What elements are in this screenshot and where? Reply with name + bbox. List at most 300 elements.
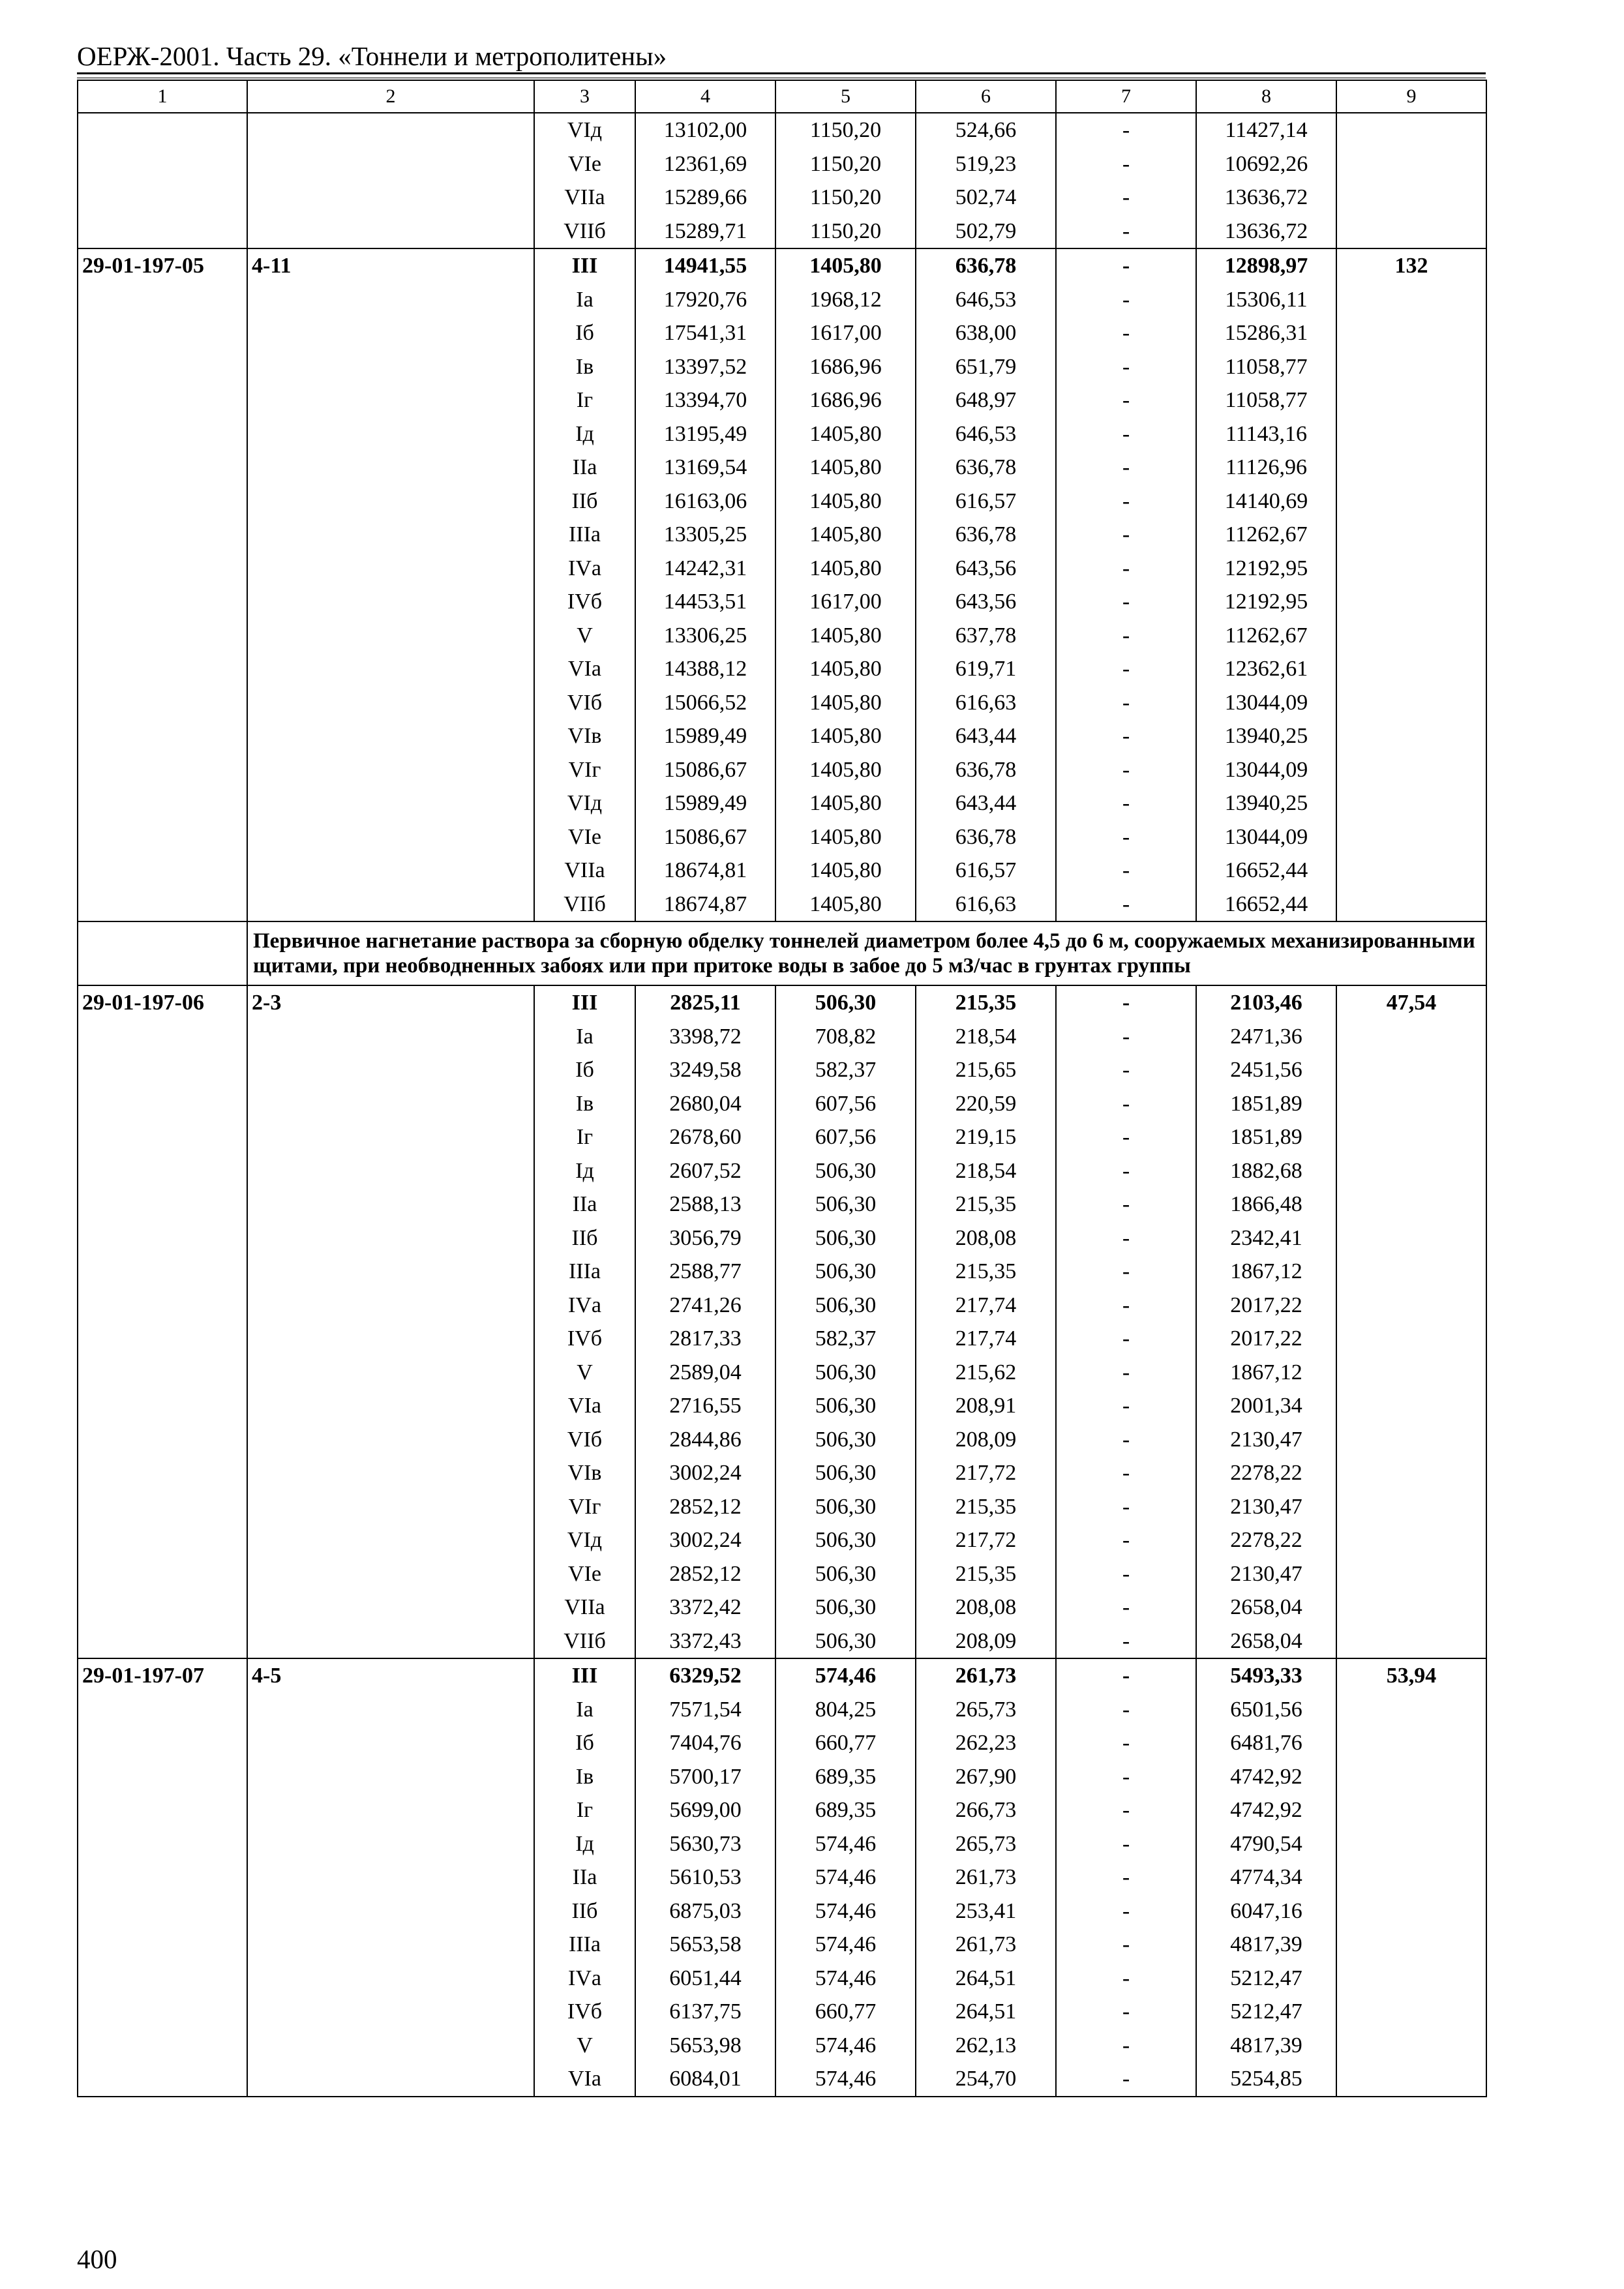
value-cell: -: [1056, 1591, 1196, 1624]
soil-group-cell: IIб: [534, 1894, 635, 1928]
value-cell: 574,46: [775, 1894, 916, 1928]
value-cell: 1686,96: [775, 350, 916, 384]
value-cell: 3249,58: [635, 1053, 775, 1087]
column-number: 4: [635, 80, 775, 113]
value-cell: 3002,24: [635, 1456, 775, 1490]
value-cell: 1405,80: [775, 417, 916, 451]
soil-group-cell: VIIб: [534, 888, 635, 922]
soil-group-cell: Iг: [534, 1120, 635, 1154]
code-cell: 29-01-197-07: [78, 1658, 247, 2097]
value-cell: 13044,09: [1196, 753, 1336, 787]
value-cell: 1405,80: [775, 619, 916, 653]
diameter-cell: 2-3: [247, 985, 534, 1658]
value-cell: -: [1056, 248, 1196, 283]
value-cell: 5212,47: [1196, 1995, 1336, 2029]
value-cell: 4817,39: [1196, 1928, 1336, 1962]
value-cell: -: [1056, 1221, 1196, 1255]
value-cell: 14242,31: [635, 552, 775, 586]
soil-group-cell: Iа: [534, 1020, 635, 1054]
value-cell: 4817,39: [1196, 2029, 1336, 2063]
value-cell: 1405,80: [775, 786, 916, 820]
value-cell: 574,46: [775, 1827, 916, 1861]
value-cell: 689,35: [775, 1760, 916, 1794]
column-number: 2: [247, 80, 534, 113]
value-cell: 5493,33: [1196, 1658, 1336, 1693]
value-cell: 15989,49: [635, 786, 775, 820]
soil-group-cell: IVа: [534, 1962, 635, 1996]
value-cell: -: [1056, 1389, 1196, 1423]
value-cell: 13044,09: [1196, 686, 1336, 720]
value-cell: 13169,54: [635, 451, 775, 485]
value-cell: 220,59: [916, 1087, 1056, 1121]
value-cell: -: [1056, 1188, 1196, 1221]
value-cell: -: [1056, 417, 1196, 451]
value-cell: 582,37: [775, 1053, 916, 1087]
value-cell: 11262,67: [1196, 518, 1336, 552]
header-rule-thick: [77, 72, 1486, 74]
value-cell: 2658,04: [1196, 1591, 1336, 1624]
value-cell: 636,78: [916, 753, 1056, 787]
value-cell: 2852,12: [635, 1557, 775, 1591]
value-cell: 5653,98: [635, 2029, 775, 2063]
value-cell: 1150,20: [775, 215, 916, 249]
value-cell: -: [1056, 1053, 1196, 1087]
value-cell: -: [1056, 1760, 1196, 1794]
code-cell: 29-01-197-05: [78, 248, 247, 921]
value-cell: -: [1056, 1423, 1196, 1457]
soil-group-cell: V: [534, 619, 635, 653]
value-cell: 1686,96: [775, 383, 916, 417]
value-cell: -: [1056, 283, 1196, 317]
value-cell: 267,90: [916, 1760, 1056, 1794]
value-cell: 616,57: [916, 854, 1056, 888]
soil-group-cell: IIIа: [534, 1255, 635, 1289]
soil-group-cell: Iд: [534, 417, 635, 451]
value-cell: 261,73: [916, 1658, 1056, 1693]
value-cell: -: [1056, 1827, 1196, 1861]
value-cell: 7404,76: [635, 1726, 775, 1760]
value-cell: -: [1056, 1154, 1196, 1188]
value-cell: 13394,70: [635, 383, 775, 417]
cost-cell: 132: [1336, 248, 1486, 921]
soil-group-cell: VIе: [534, 1557, 635, 1591]
value-cell: 2342,41: [1196, 1221, 1336, 1255]
value-cell: 660,77: [775, 1726, 916, 1760]
value-cell: 506,30: [775, 1188, 916, 1221]
value-cell: 616,63: [916, 888, 1056, 922]
value-cell: 607,56: [775, 1120, 916, 1154]
value-cell: 11058,77: [1196, 383, 1336, 417]
value-cell: 502,74: [916, 181, 1056, 215]
value-cell: 619,71: [916, 652, 1056, 686]
value-cell: 11262,67: [1196, 619, 1336, 653]
value-cell: 2130,47: [1196, 1490, 1336, 1524]
soil-group-cell: IIа: [534, 451, 635, 485]
value-cell: -: [1056, 1020, 1196, 1054]
value-cell: 217,72: [916, 1456, 1056, 1490]
value-cell: -: [1056, 518, 1196, 552]
value-cell: 689,35: [775, 1793, 916, 1827]
soil-group-cell: VIIб: [534, 1624, 635, 1659]
value-cell: 2001,34: [1196, 1389, 1336, 1423]
value-cell: 607,56: [775, 1087, 916, 1121]
value-cell: 519,23: [916, 147, 1056, 181]
value-cell: 638,00: [916, 316, 1056, 350]
soil-group-cell: Iб: [534, 316, 635, 350]
value-cell: -: [1056, 1693, 1196, 1727]
value-cell: 646,53: [916, 417, 1056, 451]
value-cell: 262,13: [916, 2029, 1056, 2063]
column-number: 5: [775, 80, 916, 113]
value-cell: -: [1056, 686, 1196, 720]
soil-group-cell: IIIа: [534, 518, 635, 552]
value-cell: 2103,46: [1196, 985, 1336, 1020]
table-row: [78, 248, 1486, 283]
value-cell: 2825,11: [635, 985, 775, 1020]
value-cell: 265,73: [916, 1693, 1056, 1727]
value-cell: 646,53: [916, 283, 1056, 317]
value-cell: 13636,72: [1196, 181, 1336, 215]
value-cell: 643,56: [916, 552, 1056, 586]
value-cell: 1866,48: [1196, 1188, 1336, 1221]
column-number: 6: [916, 80, 1056, 113]
soil-group-cell: Iа: [534, 283, 635, 317]
rates-table: [77, 80, 1487, 2097]
value-cell: 2588,77: [635, 1255, 775, 1289]
value-cell: 215,62: [916, 1356, 1056, 1390]
value-cell: 2017,22: [1196, 1322, 1336, 1356]
cost-cell: 47,54: [1336, 985, 1486, 1658]
value-cell: 574,46: [775, 2062, 916, 2097]
value-cell: 648,97: [916, 383, 1056, 417]
section-title: Первичное нагнетание раствора за сборную обделку тоннелей диаметром более 4,5 до 6 м, сооружаемых механизированными щитами, при необводненных забоях или при притоке воды в забое до 5 м3/час в грунтах группы: [247, 921, 1486, 985]
value-cell: 1405,80: [775, 854, 916, 888]
soil-group-cell: Iа: [534, 1693, 635, 1727]
value-cell: 804,25: [775, 1693, 916, 1727]
value-cell: 506,30: [775, 1221, 916, 1255]
value-cell: 524,66: [916, 113, 1056, 147]
value-cell: 1968,12: [775, 283, 916, 317]
value-cell: -: [1056, 854, 1196, 888]
value-cell: 15086,67: [635, 820, 775, 854]
value-cell: 1150,20: [775, 113, 916, 147]
value-cell: 15306,11: [1196, 283, 1336, 317]
value-cell: -: [1056, 552, 1196, 586]
value-cell: 262,23: [916, 1726, 1056, 1760]
value-cell: -: [1056, 786, 1196, 820]
value-cell: 574,46: [775, 2029, 916, 2063]
value-cell: 3372,42: [635, 1591, 775, 1624]
value-cell: 7571,54: [635, 1693, 775, 1727]
value-cell: 6084,01: [635, 2062, 775, 2097]
value-cell: 1882,68: [1196, 1154, 1336, 1188]
soil-group-cell: IIб: [534, 485, 635, 518]
soil-group-cell: VIе: [534, 147, 635, 181]
cost-cell: 53,94: [1336, 1658, 1486, 2097]
value-cell: 1405,80: [775, 820, 916, 854]
value-cell: 11126,96: [1196, 451, 1336, 485]
section-title-row: [78, 921, 1486, 985]
value-cell: 2852,12: [635, 1490, 775, 1524]
value-cell: 637,78: [916, 619, 1056, 653]
value-cell: 6501,56: [1196, 1693, 1336, 1727]
value-cell: 217,72: [916, 1523, 1056, 1557]
value-cell: -: [1056, 181, 1196, 215]
value-cell: 2017,22: [1196, 1289, 1336, 1323]
value-cell: -: [1056, 1962, 1196, 1996]
value-cell: 574,46: [775, 1658, 916, 1693]
value-cell: -: [1056, 113, 1196, 147]
value-cell: 506,30: [775, 1255, 916, 1289]
value-cell: 6329,52: [635, 1658, 775, 1693]
value-cell: 18674,81: [635, 854, 775, 888]
value-cell: -: [1056, 1490, 1196, 1524]
soil-group-cell: III: [534, 985, 635, 1020]
value-cell: 208,91: [916, 1389, 1056, 1423]
value-cell: 643,56: [916, 585, 1056, 619]
value-cell: 636,78: [916, 248, 1056, 283]
value-cell: 13102,00: [635, 113, 775, 147]
value-cell: 574,46: [775, 1861, 916, 1894]
value-cell: 13306,25: [635, 619, 775, 653]
value-cell: 2680,04: [635, 1087, 775, 1121]
value-cell: 506,30: [775, 1490, 916, 1524]
value-cell: 14388,12: [635, 652, 775, 686]
value-cell: -: [1056, 820, 1196, 854]
soil-group-cell: IVа: [534, 1289, 635, 1323]
value-cell: 2130,47: [1196, 1423, 1336, 1457]
soil-group-cell: Iд: [534, 1154, 635, 1188]
value-cell: 17920,76: [635, 283, 775, 317]
value-cell: 1150,20: [775, 147, 916, 181]
value-cell: 506,30: [775, 1289, 916, 1323]
value-cell: 1150,20: [775, 181, 916, 215]
column-number: 8: [1196, 80, 1336, 113]
value-cell: 506,30: [775, 1456, 916, 1490]
column-number: 7: [1056, 80, 1196, 113]
value-cell: -: [1056, 1624, 1196, 1659]
soil-group-cell: VIв: [534, 719, 635, 753]
value-cell: 1405,80: [775, 485, 916, 518]
page-number: 400: [77, 2244, 117, 2274]
value-cell: 5254,85: [1196, 2062, 1336, 2097]
value-cell: 17541,31: [635, 316, 775, 350]
soil-group-cell: VIа: [534, 2062, 635, 2097]
value-cell: -: [1056, 1456, 1196, 1490]
value-cell: 506,30: [775, 1523, 916, 1557]
value-cell: 253,41: [916, 1894, 1056, 1928]
value-cell: 215,35: [916, 985, 1056, 1020]
soil-group-cell: IVа: [534, 552, 635, 586]
value-cell: -: [1056, 383, 1196, 417]
value-cell: 574,46: [775, 1962, 916, 1996]
value-cell: 11427,14: [1196, 113, 1336, 147]
value-cell: 13195,49: [635, 417, 775, 451]
soil-group-cell: VIд: [534, 786, 635, 820]
value-cell: 506,30: [775, 1591, 916, 1624]
soil-group-cell: Iб: [534, 1053, 635, 1087]
section-empty-cell: [78, 921, 247, 985]
table-row: [78, 113, 1486, 147]
value-cell: 264,51: [916, 1962, 1056, 1996]
value-cell: -: [1056, 888, 1196, 922]
value-cell: 3002,24: [635, 1523, 775, 1557]
value-cell: 15066,52: [635, 686, 775, 720]
value-cell: 1405,80: [775, 888, 916, 922]
soil-group-cell: VIIа: [534, 181, 635, 215]
value-cell: -: [1056, 1793, 1196, 1827]
column-number: 1: [78, 80, 247, 113]
value-cell: 616,57: [916, 485, 1056, 518]
value-cell: 2588,13: [635, 1188, 775, 1221]
value-cell: 11058,77: [1196, 350, 1336, 384]
value-cell: -: [1056, 1928, 1196, 1962]
soil-group-cell: Iг: [534, 383, 635, 417]
value-cell: 218,54: [916, 1154, 1056, 1188]
value-cell: 5610,53: [635, 1861, 775, 1894]
soil-group-cell: VIIб: [534, 215, 635, 249]
value-cell: 1617,00: [775, 585, 916, 619]
value-cell: 1405,80: [775, 451, 916, 485]
column-number: 9: [1336, 80, 1486, 113]
value-cell: 636,78: [916, 518, 1056, 552]
value-cell: 215,35: [916, 1188, 1056, 1221]
value-cell: -: [1056, 1289, 1196, 1323]
value-cell: 636,78: [916, 820, 1056, 854]
column-number-row: [78, 80, 1486, 113]
value-cell: 2471,36: [1196, 1020, 1336, 1054]
value-cell: -: [1056, 1322, 1196, 1356]
value-cell: -: [1056, 2029, 1196, 2063]
value-cell: 5699,00: [635, 1793, 775, 1827]
soil-group-cell: IIа: [534, 1188, 635, 1221]
value-cell: 2844,86: [635, 1423, 775, 1457]
value-cell: 12898,97: [1196, 248, 1336, 283]
value-cell: 1405,80: [775, 686, 916, 720]
value-cell: 1405,80: [775, 248, 916, 283]
value-cell: 208,08: [916, 1221, 1056, 1255]
value-cell: 582,37: [775, 1322, 916, 1356]
value-cell: 660,77: [775, 1995, 916, 2029]
value-cell: 5630,73: [635, 1827, 775, 1861]
value-cell: 643,44: [916, 786, 1056, 820]
value-cell: 3372,43: [635, 1624, 775, 1659]
soil-group-cell: Iв: [534, 350, 635, 384]
value-cell: 13397,52: [635, 350, 775, 384]
soil-group-cell: Iб: [534, 1726, 635, 1760]
code-cell: 29-01-197-06: [78, 985, 247, 1658]
value-cell: 16163,06: [635, 485, 775, 518]
soil-group-cell: VIд: [534, 1523, 635, 1557]
value-cell: 1405,80: [775, 753, 916, 787]
soil-group-cell: IIб: [534, 1221, 635, 1255]
value-cell: -: [1056, 1995, 1196, 2029]
value-cell: 616,63: [916, 686, 1056, 720]
value-cell: 254,70: [916, 2062, 1056, 2097]
soil-group-cell: VIд: [534, 113, 635, 147]
value-cell: 12192,95: [1196, 552, 1336, 586]
value-cell: 2278,22: [1196, 1523, 1336, 1557]
column-number: 3: [534, 80, 635, 113]
value-cell: -: [1056, 2062, 1196, 2097]
value-cell: 16652,44: [1196, 888, 1336, 922]
value-cell: 4742,92: [1196, 1760, 1336, 1794]
value-cell: -: [1056, 1726, 1196, 1760]
code-cell: [78, 113, 247, 248]
value-cell: -: [1056, 719, 1196, 753]
value-cell: -: [1056, 1120, 1196, 1154]
value-cell: -: [1056, 1255, 1196, 1289]
value-cell: -: [1056, 350, 1196, 384]
value-cell: 506,30: [775, 1624, 916, 1659]
soil-group-cell: VIг: [534, 753, 635, 787]
value-cell: 13940,25: [1196, 786, 1336, 820]
soil-group-cell: IVб: [534, 1995, 635, 2029]
value-cell: 651,79: [916, 350, 1056, 384]
value-cell: 1851,89: [1196, 1120, 1336, 1154]
value-cell: 261,73: [916, 1861, 1056, 1894]
value-cell: 1405,80: [775, 518, 916, 552]
value-cell: -: [1056, 1557, 1196, 1591]
value-cell: 506,30: [775, 1389, 916, 1423]
value-cell: 264,51: [916, 1995, 1056, 2029]
value-cell: 6051,44: [635, 1962, 775, 1996]
cost-cell: [1336, 113, 1486, 248]
value-cell: 15989,49: [635, 719, 775, 753]
value-cell: 14941,55: [635, 248, 775, 283]
value-cell: 5700,17: [635, 1760, 775, 1794]
value-cell: 3056,79: [635, 1221, 775, 1255]
soil-group-cell: VIIа: [534, 1591, 635, 1624]
value-cell: 6047,16: [1196, 1894, 1336, 1928]
soil-group-cell: III: [534, 1658, 635, 1693]
value-cell: 2741,26: [635, 1289, 775, 1323]
value-cell: -: [1056, 753, 1196, 787]
soil-group-cell: VIб: [534, 686, 635, 720]
value-cell: -: [1056, 215, 1196, 249]
value-cell: 13940,25: [1196, 719, 1336, 753]
value-cell: 215,65: [916, 1053, 1056, 1087]
value-cell: 506,30: [775, 1423, 916, 1457]
value-cell: 10692,26: [1196, 147, 1336, 181]
value-cell: -: [1056, 1861, 1196, 1894]
value-cell: 2589,04: [635, 1356, 775, 1390]
value-cell: 215,35: [916, 1490, 1056, 1524]
value-cell: 502,79: [916, 215, 1056, 249]
value-cell: 208,09: [916, 1624, 1056, 1659]
soil-group-cell: VIIа: [534, 854, 635, 888]
value-cell: 266,73: [916, 1793, 1056, 1827]
table-body: [78, 80, 1486, 2097]
value-cell: 218,54: [916, 1020, 1056, 1054]
table-row: [78, 1658, 1486, 1693]
value-cell: 1867,12: [1196, 1356, 1336, 1390]
value-cell: 2451,56: [1196, 1053, 1336, 1087]
value-cell: 15086,67: [635, 753, 775, 787]
value-cell: 1405,80: [775, 552, 916, 586]
value-cell: 6481,76: [1196, 1726, 1336, 1760]
soil-group-cell: IIIа: [534, 1928, 635, 1962]
value-cell: 14453,51: [635, 585, 775, 619]
value-cell: 14140,69: [1196, 485, 1336, 518]
soil-group-cell: Iв: [534, 1760, 635, 1794]
value-cell: 13305,25: [635, 518, 775, 552]
value-cell: 506,30: [775, 1154, 916, 1188]
value-cell: 15289,66: [635, 181, 775, 215]
value-cell: 4742,92: [1196, 1793, 1336, 1827]
value-cell: 2658,04: [1196, 1624, 1336, 1659]
value-cell: 13044,09: [1196, 820, 1336, 854]
